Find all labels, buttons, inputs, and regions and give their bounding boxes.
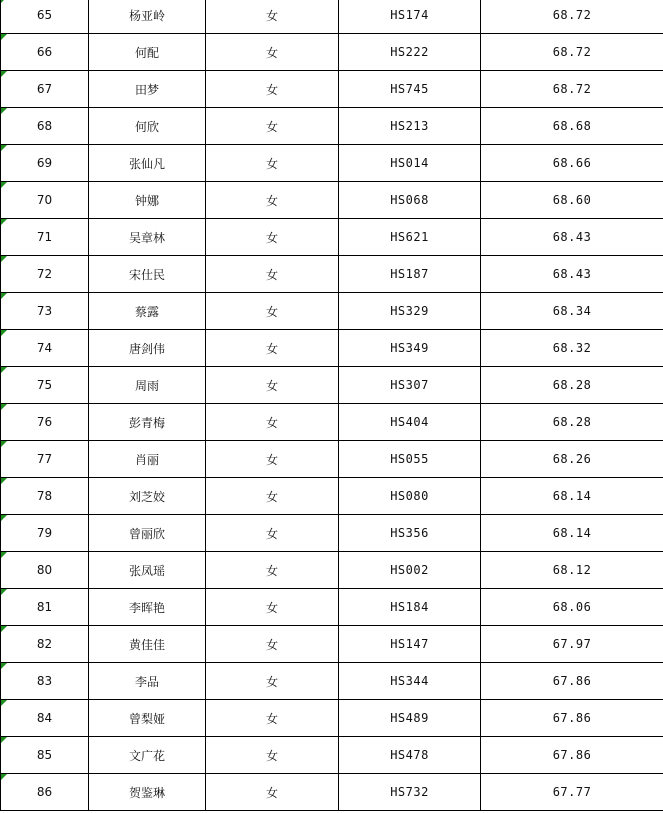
- exam-code-cell[interactable]: HS014: [339, 145, 481, 182]
- table-row: [1, 478, 663, 515]
- score-cell[interactable]: 68.32: [481, 330, 663, 367]
- rank-cell[interactable]: 66: [1, 34, 89, 71]
- table-row: [1, 256, 663, 293]
- score-cell[interactable]: 68.72: [481, 34, 663, 71]
- score-cell[interactable]: 68.26: [481, 441, 663, 478]
- name-cell[interactable]: 彭青梅: [89, 404, 206, 441]
- score-cell[interactable]: 67.86: [481, 663, 663, 700]
- gender-cell[interactable]: 女: [206, 367, 339, 404]
- name-cell[interactable]: 刘芝姣: [89, 478, 206, 515]
- rank-cell[interactable]: 65: [1, 0, 89, 34]
- rank-cell[interactable]: 79: [1, 515, 89, 552]
- rank-cell[interactable]: 77: [1, 441, 89, 478]
- exam-code-cell[interactable]: HS404: [339, 404, 481, 441]
- exam-code-cell[interactable]: HS745: [339, 71, 481, 108]
- name-cell[interactable]: 周雨: [89, 367, 206, 404]
- rank-cell[interactable]: 81: [1, 589, 89, 626]
- rank-cell[interactable]: 74: [1, 330, 89, 367]
- table-row: [1, 700, 663, 737]
- gender-cell[interactable]: 女: [206, 441, 339, 478]
- exam-code-cell[interactable]: HS307: [339, 367, 481, 404]
- table-row: [1, 71, 663, 108]
- exam-code-cell[interactable]: HS187: [339, 256, 481, 293]
- name-cell[interactable]: 李品: [89, 663, 206, 700]
- table-row: [1, 552, 663, 589]
- exam-code-cell[interactable]: HS213: [339, 108, 481, 145]
- exam-code-cell[interactable]: HS147: [339, 626, 481, 663]
- score-cell[interactable]: 67.86: [481, 737, 663, 774]
- table-row: [1, 0, 663, 34]
- score-cell[interactable]: 68.43: [481, 256, 663, 293]
- gender-cell[interactable]: 女: [206, 663, 339, 700]
- rank-cell[interactable]: 69: [1, 145, 89, 182]
- table-row: [1, 441, 663, 478]
- score-cell[interactable]: 68.72: [481, 0, 663, 34]
- score-cell[interactable]: 68.68: [481, 108, 663, 145]
- rank-cell[interactable]: 71: [1, 219, 89, 256]
- exam-code-cell[interactable]: HS174: [339, 0, 481, 34]
- name-cell[interactable]: 曾梨娅: [89, 700, 206, 737]
- table-row: [1, 774, 663, 811]
- score-cell[interactable]: 68.66: [481, 145, 663, 182]
- rank-cell[interactable]: 85: [1, 737, 89, 774]
- name-cell[interactable]: 田梦: [89, 71, 206, 108]
- exam-code-cell[interactable]: HS222: [339, 34, 481, 71]
- gender-cell[interactable]: 女: [206, 589, 339, 626]
- score-cell[interactable]: 68.28: [481, 404, 663, 441]
- score-cell[interactable]: 67.97: [481, 626, 663, 663]
- rank-cell[interactable]: 68: [1, 108, 89, 145]
- rank-cell[interactable]: 67: [1, 71, 89, 108]
- name-cell[interactable]: 张凤瑶: [89, 552, 206, 589]
- score-cell[interactable]: 68.60: [481, 182, 663, 219]
- name-cell[interactable]: 肖丽: [89, 441, 206, 478]
- name-cell[interactable]: 唐剑伟: [89, 330, 206, 367]
- name-cell[interactable]: 何欣: [89, 108, 206, 145]
- name-cell[interactable]: 张仙凡: [89, 145, 206, 182]
- table-row: [1, 737, 663, 774]
- rank-cell[interactable]: 75: [1, 367, 89, 404]
- exam-code-cell[interactable]: HS489: [339, 700, 481, 737]
- table-row: [1, 293, 663, 330]
- gender-cell[interactable]: 女: [206, 626, 339, 663]
- table-row: [1, 367, 663, 404]
- gender-cell[interactable]: 女: [206, 330, 339, 367]
- rank-cell[interactable]: 73: [1, 293, 89, 330]
- rank-cell[interactable]: 84: [1, 700, 89, 737]
- exam-code-cell[interactable]: HS329: [339, 293, 481, 330]
- gender-cell[interactable]: 女: [206, 34, 339, 71]
- name-cell[interactable]: 李晖艳: [89, 589, 206, 626]
- rank-cell[interactable]: 83: [1, 663, 89, 700]
- table-body: [1, 0, 663, 811]
- gender-cell[interactable]: 女: [206, 71, 339, 108]
- exam-code-cell[interactable]: HS184: [339, 589, 481, 626]
- exam-code-cell[interactable]: HS349: [339, 330, 481, 367]
- table-row: [1, 330, 663, 367]
- table-row: [1, 182, 663, 219]
- gender-cell[interactable]: 女: [206, 478, 339, 515]
- name-cell[interactable]: 曾丽欣: [89, 515, 206, 552]
- name-cell[interactable]: 杨亚岭: [89, 0, 206, 34]
- rank-cell[interactable]: 86: [1, 774, 89, 811]
- name-cell[interactable]: 黄佳佳: [89, 626, 206, 663]
- gender-cell[interactable]: 女: [206, 293, 339, 330]
- gender-cell[interactable]: 女: [206, 515, 339, 552]
- name-cell[interactable]: 吴章林: [89, 219, 206, 256]
- score-cell[interactable]: 68.72: [481, 71, 663, 108]
- exam-code-cell[interactable]: HS478: [339, 737, 481, 774]
- table-row: [1, 626, 663, 663]
- gender-cell[interactable]: 女: [206, 145, 339, 182]
- rank-cell[interactable]: 72: [1, 256, 89, 293]
- rank-cell[interactable]: 70: [1, 182, 89, 219]
- score-cell[interactable]: 68.28: [481, 367, 663, 404]
- name-cell[interactable]: 贺鉴琳: [89, 774, 206, 811]
- gender-cell[interactable]: 女: [206, 737, 339, 774]
- gender-cell[interactable]: 女: [206, 108, 339, 145]
- score-cell[interactable]: 68.34: [481, 293, 663, 330]
- gender-cell[interactable]: 女: [206, 774, 339, 811]
- exam-code-cell[interactable]: HS621: [339, 219, 481, 256]
- score-cell[interactable]: 68.12: [481, 552, 663, 589]
- table-row: [1, 515, 663, 552]
- rank-cell[interactable]: 78: [1, 478, 89, 515]
- table-row: [1, 145, 663, 182]
- rank-cell[interactable]: 82: [1, 626, 89, 663]
- exam-code-cell[interactable]: HS344: [339, 663, 481, 700]
- exam-code-cell[interactable]: HS055: [339, 441, 481, 478]
- gender-cell[interactable]: 女: [206, 0, 339, 34]
- score-cell[interactable]: 67.77: [481, 774, 663, 811]
- rank-cell[interactable]: 80: [1, 552, 89, 589]
- score-cell[interactable]: 68.43: [481, 219, 663, 256]
- name-cell[interactable]: 何配: [89, 34, 206, 71]
- gender-cell[interactable]: 女: [206, 552, 339, 589]
- exam-code-cell[interactable]: HS068: [339, 182, 481, 219]
- gender-cell[interactable]: 女: [206, 219, 339, 256]
- table-row: [1, 404, 663, 441]
- table-row: [1, 34, 663, 71]
- exam-code-cell[interactable]: HS002: [339, 552, 481, 589]
- name-cell[interactable]: 文广花: [89, 737, 206, 774]
- gender-cell[interactable]: 女: [206, 404, 339, 441]
- exam-code-cell[interactable]: HS080: [339, 478, 481, 515]
- gender-cell[interactable]: 女: [206, 182, 339, 219]
- table-row: [1, 108, 663, 145]
- table-row: [1, 589, 663, 626]
- table-row: [1, 663, 663, 700]
- exam-code-cell[interactable]: HS356: [339, 515, 481, 552]
- gender-cell[interactable]: 女: [206, 256, 339, 293]
- score-cell[interactable]: 68.14: [481, 478, 663, 515]
- score-cell[interactable]: 68.14: [481, 515, 663, 552]
- score-cell[interactable]: 67.86: [481, 700, 663, 737]
- name-cell[interactable]: 蔡露: [89, 293, 206, 330]
- table-row: [1, 219, 663, 256]
- score-cell[interactable]: 68.06: [481, 589, 663, 626]
- gender-cell[interactable]: 女: [206, 700, 339, 737]
- rank-cell[interactable]: 76: [1, 404, 89, 441]
- exam-code-cell[interactable]: HS732: [339, 774, 481, 811]
- name-cell[interactable]: 钟娜: [89, 182, 206, 219]
- name-cell[interactable]: 宋仕民: [89, 256, 206, 293]
